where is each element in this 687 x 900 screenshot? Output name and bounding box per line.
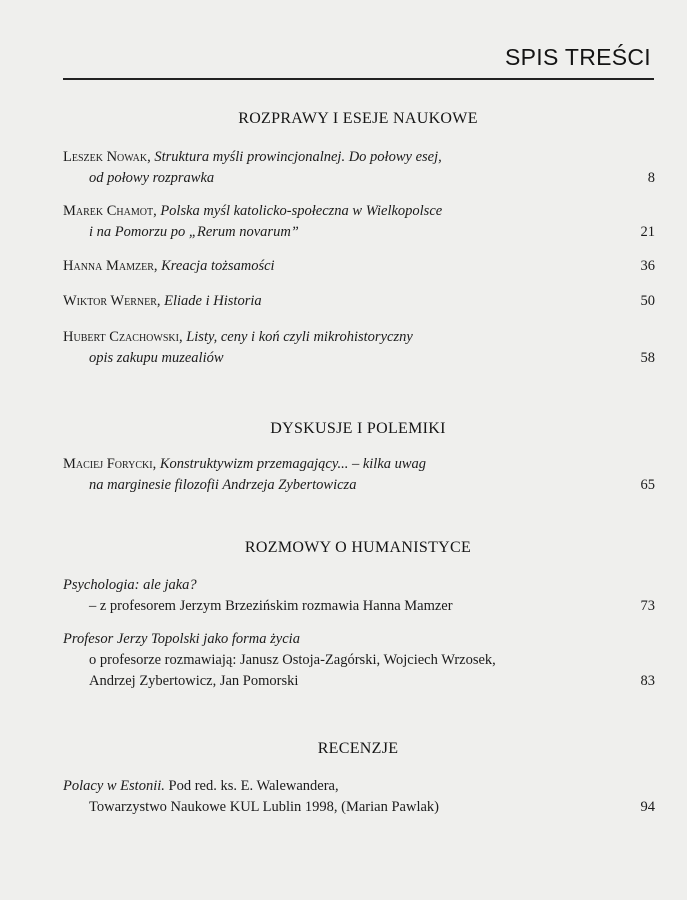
entry-page-number: 73	[640, 598, 655, 614]
entry-title-continued: opis zakupu muzealiów	[89, 350, 224, 366]
header-rule	[63, 78, 654, 80]
toc-entry	[63, 575, 655, 617]
entry-separator: ,	[153, 203, 161, 219]
entry-title: Psychologia: ale jaka?	[63, 577, 197, 593]
section-heading: ROZMOWY O HUMANISTYCE	[244, 539, 472, 556]
entry-page-number: 94	[640, 799, 655, 815]
entry-title-continued: od połowy rozprawka	[89, 170, 215, 186]
entry-separator: ,	[152, 456, 160, 472]
entry-author: Leszek Nowak	[63, 149, 148, 165]
entry-author: Hanna Mamzer	[63, 258, 154, 274]
entry-title: Eliade i Historia	[164, 293, 262, 309]
entry-page-number: 50	[640, 293, 655, 309]
section-heading: RECENZJE	[317, 740, 399, 757]
entry-description-continued: Andrzej Zybertowicz, Jan Pomorski	[89, 673, 299, 689]
entry-title: Listy, ceny i koń czyli mikrohistoryczny	[186, 329, 413, 345]
toc-entry	[63, 776, 655, 818]
toc-entry	[63, 256, 655, 277]
entry-separator: ,	[156, 293, 165, 309]
entry-title: Struktura myśli prowincjonalnej. Do połowy esej,	[154, 149, 442, 165]
entry-author: Hubert Czachowski	[63, 329, 179, 345]
entry-page-number: 58	[640, 350, 655, 366]
entry-page-number: 21	[640, 224, 655, 240]
section-heading: DYSKUSJE I POLEMIKI	[270, 420, 446, 437]
entry-author: Wiktor Werner	[63, 293, 157, 309]
entry-publisher: Towarzystwo Naukowe KUL Lublin 1998, (Marian Pawlak)	[89, 799, 439, 815]
entry-page-number: 83	[640, 673, 655, 689]
entry-separator: ,	[153, 258, 162, 274]
entry-page-number: 36	[640, 258, 655, 274]
entry-title: Profesor Jerzy Topolski jako forma życia	[63, 631, 300, 647]
entry-author: Marek Chamot	[63, 203, 154, 219]
toc-entry	[63, 291, 655, 312]
page-title: SPIS TREŚCI	[504, 44, 651, 70]
entry-author: Maciej Forycki	[63, 456, 153, 472]
section-heading: ROZPRAWY I ESEJE NAUKOWE	[238, 110, 478, 127]
entry-title-continued: na marginesie filozofii Andrzeja Zybertowicza	[89, 477, 357, 493]
entry-description: – z profesorem Jerzym Brzezińskim rozmawia Hanna Mamzer	[89, 598, 453, 614]
entry-separator: ,	[178, 329, 187, 345]
toc-entry	[63, 327, 655, 369]
toc-entry	[63, 201, 655, 243]
entry-title: Konstruktywizm przemagający... – kilka uwag	[159, 456, 427, 472]
toc-entry	[63, 629, 655, 692]
entry-description: o profesorze rozmawiają: Janusz Ostoja-Zagórski, Wojciech Wrzosek,	[89, 652, 496, 668]
entry-separator: ,	[147, 149, 155, 165]
entry-page-number: 65	[640, 477, 655, 493]
entry-editor: Pod red. ks. E. Walewandera,	[164, 778, 339, 794]
toc-entry	[63, 147, 655, 189]
toc-entry	[63, 454, 655, 496]
entry-title: Polska myśl katolicko-społeczna w Wielkopolsce	[160, 203, 443, 219]
entry-page-number: 8	[647, 170, 655, 186]
entry-title: Kreacja tożsamości	[161, 258, 275, 274]
entry-title: Polacy w Estonii.	[63, 778, 165, 794]
entry-title-continued: i na Pomorzu po „Rerum novarum”	[89, 224, 299, 240]
